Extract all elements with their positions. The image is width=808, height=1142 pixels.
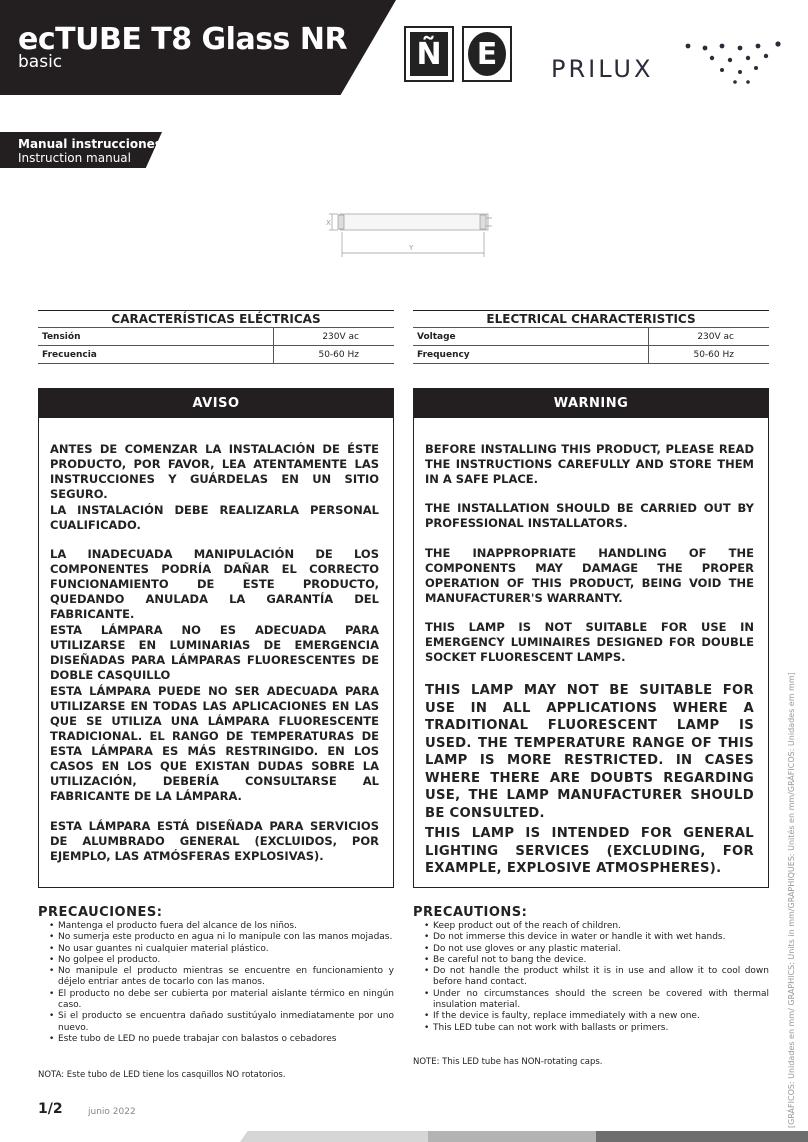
table-row bbox=[38, 346, 394, 364]
table-row bbox=[413, 328, 769, 346]
list-item: • No usar guantes ni cualquier material plástico. bbox=[38, 944, 394, 955]
warning-paragraph: ESTA LÁMPARA NO ES ADECUADA PARA UTILIZARSE EN LUMINARIAS DE EMERGENCIA DISEÑADAS PARA LÁMPARAS FLUORESCENTES DE DOBLE CASQUILLO bbox=[50, 623, 379, 682]
manual-title-es: Manual instrucciones bbox=[18, 137, 162, 151]
spec-table-en bbox=[413, 327, 769, 364]
page-date: junio 2022 bbox=[88, 1107, 136, 1117]
list-item: • Do not immerse this device in water or handle it with wet hands. bbox=[413, 932, 769, 943]
product-title: ecTUBE T8 Glass NR bbox=[18, 22, 348, 57]
list-item: • Do not use gloves or any plastic material. bbox=[413, 944, 769, 955]
spec-title-en: ELECTRICAL CHARACTERISTICS bbox=[413, 310, 769, 326]
spec-label: Tensión bbox=[38, 328, 274, 346]
spec-label: Frequency bbox=[413, 346, 649, 364]
table-row bbox=[38, 328, 394, 346]
warning-title-en: WARNING bbox=[414, 389, 768, 418]
list-item: • No sumerja este producto en agua ni lo manipule con las manos mojadas. bbox=[38, 932, 394, 943]
list-item: • Do not handle the product whilst it is in use and allow it to cool down before hand contact. bbox=[413, 966, 769, 989]
spec-value: 50-60 Hz bbox=[649, 346, 770, 364]
spec-table-es bbox=[38, 327, 394, 364]
spec-value: 230V ac bbox=[649, 328, 770, 346]
precautions-list-es bbox=[38, 921, 394, 1045]
warning-paragraph: ESTA LÁMPARA ESTÁ DISEÑADA PARA SERVICIOS DE ALUMBRADO GENERAL (EXCLUIDOS, POR EJEMPLO, LAS ATMÓSFERAS EXPLOSIVAS). bbox=[50, 819, 379, 863]
warning-paragraph: BEFORE INSTALLING THIS PRODUCT, PLEASE READ THE INSTRUCTIONS CAREFULLY AND STORE THEM IN A SAFE PLACE. bbox=[425, 442, 754, 486]
warning-box-es bbox=[38, 388, 394, 888]
warning-paragraph: THE INSTALLATION SHOULD BE CARRIED OUT BY PROFESSIONAL INSTALLATORS. bbox=[425, 501, 754, 530]
list-item: • Under no circumstances should the screen be covered with thermal insulation material. bbox=[413, 989, 769, 1012]
warning-paragraph: ESTA LÁMPARA PUEDE NO SER ADECUADA PARA UTILIZARSE EN TODAS LAS APLICACIONES EN LAS QUE SE UTILIZA UNA LÁMPARA FLUORESCENTE TRADICIONAL. EL RANGO DE TEMPERATURAS DE ESTA LÁMPARA ES MÁS RESTRINGIDO. EN LOS CASOS EN LOS QUE EXISTAN DUDAS SOBRE LA UTILIZACIÓN, DEBERÍA CONSULTARSE AL FABRICANTE DE LA LÁMPARA. bbox=[50, 684, 379, 803]
spec-label: Frecuencia bbox=[38, 346, 274, 364]
spec-value: 230V ac bbox=[274, 328, 395, 346]
table-row bbox=[413, 346, 769, 364]
language-badge-n-label: Ñ bbox=[410, 32, 448, 76]
footer-bar-mid bbox=[428, 1131, 598, 1142]
note-es: NOTA: Este tubo de LED tiene los casquillos NO rotatorios. bbox=[38, 1070, 286, 1080]
warning-paragraph: THE INAPPROPRIATE HANDLING OF THE COMPONENTS MAY DAMAGE THE PROPER OPERATION OF THIS PRODUCT, BEING VOID THE MANUFACTURER'S WARRANTY. bbox=[425, 546, 754, 605]
precautions-list-en bbox=[413, 921, 769, 1034]
language-badge-e bbox=[462, 26, 512, 82]
tube-dimension-diagram bbox=[318, 200, 498, 260]
warning-paragraph: THIS LAMP IS INTENDED FOR GENERAL LIGHTING SERVICES (EXCLUDING, FOR EXAMPLE, EXPLOSIVE ATMOSPHERES). bbox=[425, 826, 754, 876]
warning-box-en bbox=[413, 388, 769, 888]
footer-bar-dark bbox=[596, 1131, 808, 1142]
list-item: • Keep product out of the reach of children. bbox=[413, 921, 769, 932]
warning-paragraph: THIS LAMP IS NOT SUITABLE FOR USE IN EMERGENCY LUMINAIRES DESIGNED FOR DOUBLE SOCKET FLUORESCENT LAMPS. bbox=[425, 620, 754, 664]
language-badge-n bbox=[404, 26, 454, 82]
precautions-title-es: PRECAUCIONES: bbox=[38, 905, 163, 920]
product-subtitle: basic bbox=[18, 52, 63, 72]
warning-paragraph: LA INADECUADA MANIPULACIÓN DE LOS COMPONENTES PODRÍA DAÑAR EL CORRECTO FUNCIONAMIENTO DE ESTE PRODUCTO, QUEDANDO ANULADA LA GARANTÍA DEL FABRICANTE. bbox=[50, 547, 379, 621]
list-item: • Si el producto se encuentra dañado sustitúyalo inmediatamente por uno nuevo. bbox=[38, 1011, 394, 1034]
diagram-label-x: X bbox=[326, 219, 331, 227]
warning-paragraph: ANTES DE COMENZAR LA INSTALACIÓN DE ÉSTE PRODUCTO, POR FAVOR, LEA ATENTAMENTE LAS INSTRUCCIONES Y GUÁRDELAS EN UN SITIO SEGURO. bbox=[50, 442, 379, 501]
warning-paragraph: LA INSTALACIÓN DEBE REALIZARLA PERSONAL CUALIFICADO. bbox=[50, 503, 379, 532]
units-side-note: [GRÁFICOS: Unidades en mm/ GRAPHICS: Units in mm/GRAPHIQUES: Unités en mm/GRÁFICOS: Unidades em mm] bbox=[787, 672, 796, 1128]
list-item: • Be careful not to bang the device. bbox=[413, 955, 769, 966]
note-en: NOTE: This LED tube has NON-rotating caps. bbox=[413, 1057, 603, 1067]
warning-paragraph: THIS LAMP MAY NOT BE SUITABLE FOR USE IN ALL APPLICATIONS WHERE A TRADITIONAL FLUORESCENT LAMP IS USED. THE TEMPERATURE RANGE OF THIS LAMP IS MORE RESTRICTED. IN CASES WHERE THERE ARE DOUBTS REGARDING USE, THE LAMP MANUFACTURER SHOULD BE CONSULTED. bbox=[425, 683, 754, 821]
manual-title-en: Instruction manual bbox=[18, 151, 131, 165]
list-item: • Este tubo de LED no puede trabajar con balastos o cebadores bbox=[38, 1034, 394, 1045]
spec-value: 50-60 Hz bbox=[274, 346, 395, 364]
list-item: • This LED tube can not work with ballasts or primers. bbox=[413, 1023, 769, 1034]
footer-bar-light bbox=[240, 1131, 430, 1142]
spec-title-es: CARACTERÍSTICAS ELÉCTRICAS bbox=[38, 310, 394, 326]
spec-label: Voltage bbox=[413, 328, 649, 346]
brand-logo-text: PRILUX bbox=[551, 55, 654, 83]
list-item: • No manipule el producto mientras se encuentre en funcionamiento y déjelo entriar antes de tocarlo con las manos. bbox=[38, 966, 394, 989]
list-item: • El producto no debe ser cubierta por material aislante térmico en ningún caso. bbox=[38, 989, 394, 1012]
list-item: • If the device is faulty, replace immediately with a new one. bbox=[413, 1011, 769, 1022]
brand-dots-icon bbox=[680, 40, 790, 90]
list-item: • Mantenga el producto fuera del alcance de los niños. bbox=[38, 921, 394, 932]
language-badge-e-label: E bbox=[468, 32, 506, 76]
page-number: 1/2 bbox=[38, 1101, 63, 1117]
diagram-label-y: Y bbox=[409, 244, 414, 252]
precautions-title-en: PRECAUTIONS: bbox=[413, 905, 528, 920]
warning-title-es: AVISO bbox=[39, 389, 393, 418]
list-item: • No golpee el producto. bbox=[38, 955, 394, 966]
